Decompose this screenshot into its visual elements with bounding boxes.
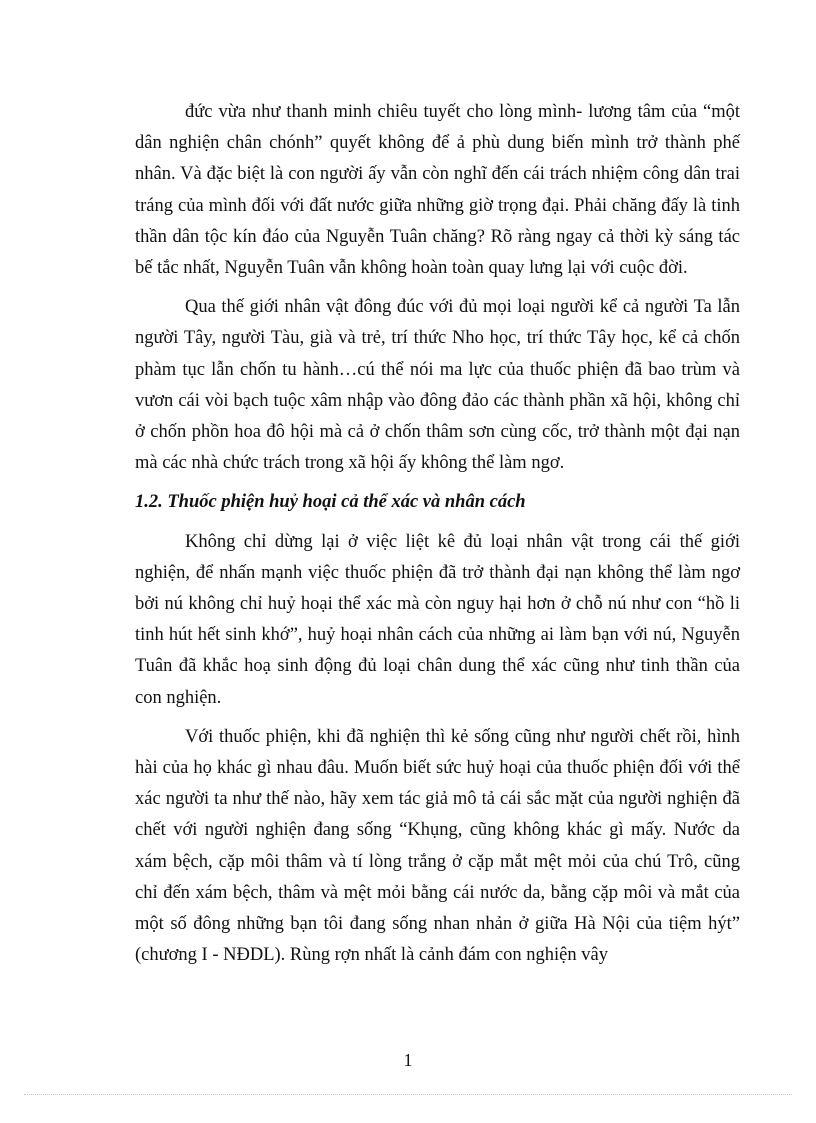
paragraph-4: Với thuốc phiện, khi đã nghiện thì kẻ sống cũng như người chết rồi, hình hài của họ khác gì nhau đâu. Muốn biết sức huỷ hoại của thuốc phiện đối với thể xác người ta như thế nào, hãy xem tác giả mô tả cái sắc mặt của người nghiện đã chết với người nghiện đang sống “Khụng, cũng không khác gì mấy. Nước da xám bệch, cặp môi thâm và tí lòng trắng ở cặp mắt mệt mỏi của chú Trô, cũng chỉ đến xám bệch, thâm và mệt mỏi bằng cái nước da, bằng cặp môi và mắt của một số đông những bạn tôi đang sống nhan nhản ở giữa Hà Nội của tiệm hýt” (chương I - NĐDL). Rùng rợn nhất là cảnh đám con nghiện vây	[135, 726, 740, 966]
page-number: 1	[403, 1050, 413, 1070]
paragraph-3: Không chỉ dừng lại ở việc liệt kê đủ loại nhân vật trong cái thế giới nghiện, để nhấn mạnh việc thuốc phiện đã trở thành đại nạn không thể làm ngơ bởi nú không chỉ huỷ hoại thể xác mà còn nguy hại hơn ở chỗ nú như con “hồ li tinh hút hết sinh khớ”, huỷ hoại nhân cách của những ai làm bạn với nú, Nguyễn Tuân đã khắc hoạ sinh động đủ loại chân dung thể xác cũng như tinh thần của con nghiện.	[135, 531, 740, 708]
document-page	[135, 97, 740, 971]
footer-divider	[24, 1094, 792, 1095]
paragraph-gap	[135, 479, 740, 487]
paragraph-gap	[135, 284, 740, 292]
section-heading: 1.2. Thuốc phiện huỷ hoại cả thể xác và nhân cách	[135, 492, 526, 513]
paragraph-1: đức vừa như thanh minh chiêu tuyết cho lòng mình- lương tâm của “một dân nghiện chân chónh” quyết không để ả phù dung biến mình trở thành phế nhân. Và đặc biệt là con người ấy vẫn còn nghĩ đến cái trách nhiệm công dân trai tráng của mình đối với đất nước giữa những giờ trọng đại. Phải chăng đấy là tinh thần dân tộc kín đáo của Nguyễn Tuân chăng? Rõ ràng ngay cả thời kỳ sáng tác bế tắc nhất, Nguyễn Tuân vẫn không hoàn toàn quay lưng lại với cuộc đời.	[135, 102, 740, 279]
paragraph-gap	[135, 519, 740, 527]
paragraph-2: Qua thế giới nhân vật đông đúc với đủ mọi loại người kể cả người Ta lẫn người Tây, người Tàu, già và trẻ, trí thức Nho học, trí thức Tây học, kể cả chốn phàm tục lẫn chốn tu hành…cú thể nói ma lực của thuốc phiện đã bao trùm và vươn cái vòi bạch tuộc xâm nhập vào đông đảo các thành phần xã hội, không chỉ ở chốn phồn hoa đô hội mà cả ở chốn thâm sơn cùng cốc, trở thành một đại nạn mà các nhà chức trách trong xã hội ấy không thể làm ngơ.	[135, 297, 740, 474]
paragraph-gap	[135, 714, 740, 722]
